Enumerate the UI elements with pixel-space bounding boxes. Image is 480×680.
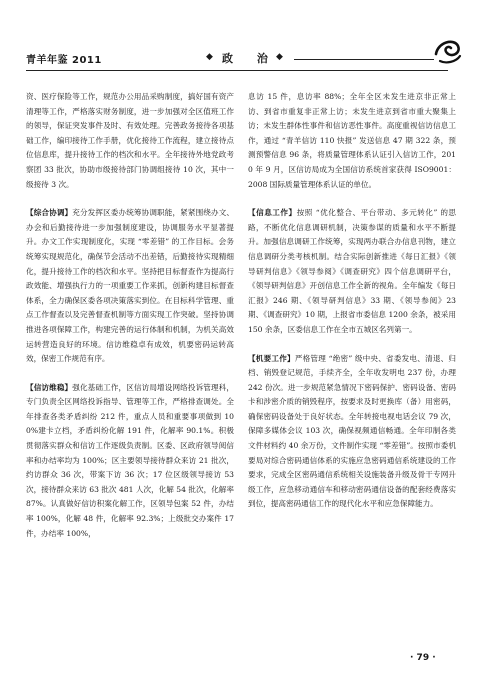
section-heading: 【信息工作】 [248,208,297,218]
yearbook-title: 青羊年鉴 2011 [26,55,102,66]
page-number: · 79 · [410,653,436,663]
swirl-logo-icon [432,34,464,66]
diamond-ornament-right: ◆ [276,52,283,62]
body-paragraph [26,90,234,192]
running-header [26,50,448,71]
paragraph-text: 资、医疗保险等工作，规范办公用品采购制度，搞好国有资产清理等工作，严格落实财务制度，进一步加强对全区值班工作的领导，保证突发事件及时、有效处理。完善政务接待各项基础工作，编印接待工作手册，优化接待工作流程，建立接待点位信息库，提升接待工作的档次和水平。全年接待外地党政考察团 33 批次，协助市级接待部门协调组接待 10 次，其中一级接待 3 次。 [26,92,234,189]
section-heading: 【信访维稳】 [26,382,73,392]
left-column [26,90,234,555]
paragraph-text: 息访 15 件，息访率 88%；全年全区未发生进京非正常上访、到省市重复非正常上访；未发生进京到省市重大聚集上访；未发生群体性事件和信访恶性事件。高度重视信访信息工作，通过 “青羊信访 110 快报” 发送信息 47 期 322 条，预测预警信息 96 条，将质量管理体系认证引入信访工作，2010 年 9 月，区信访局成为全国信访系统首家获得 ISO9001：2008 国际质量管理体系认证的单位。 [248,92,456,189]
body-paragraph [248,206,456,337]
body-paragraph [26,206,234,367]
section-heading: 【综合协调】 [26,208,73,218]
paragraph-text: 充分发挥区委办统筹协调职能，紧紧围绕办文、办会和后勤接待进一步加强制度建设，协调服务水平显著提升。办文工作实现制度化，实现 “零差错” 的工作目标。会务统筹实现规范化，确保节会活动不出差错，后勤接待实现精细化，提升接待工作的档次和水平。坚持把目标督查作为提高行政效能、增强执行力的一项重要工作来抓，创新构建目标督查体系，全力确保区委各项决策落实到位。在目标科学管理、重点工作督查以及完善督查机制等方面实现工作突破。坚持协调推进各项保障工作，构建完善的运行体制和机制，为机关高效运转营造良好的环境。信访维稳卓有成效，机要密码运转高效，保密工作规范有序。 [26,208,234,364]
section-title: 政 治 [222,52,278,65]
paragraph-text: 强化基础工作，区信访局增设网络投诉管理科，专门负责全区网络投诉指导、管理等工作，严格排查调处。全年排查各类矛盾纠纷 212 件，重点人员和重要事项做到 100%建卡立档，矛盾纠纷化解 191 件，化解率 90.1%。积极贯彻落实群众和信访工作逐级负责制。区委、区政府领导阅信率和办结率均为 100%；区主要领导接待群众来访 21 批次，约访群众 36 次，带案下访 36 次；17 位区级领导接访 53 次，接待群众来访 63 批次 481 人次，化解 54 批次，化解率 87%。认真做好信访积案化解工作，区领导包案 52 件，办结率 100%，化解 48 件，化解率 92.3%；上级批交办案件 17 件，办结率 100%， [26,382,234,538]
body-paragraph [248,352,456,513]
paragraph-text: 严格管理 “绝密” 级中央、省委发电、清退、归档、销毁登记规范，手续齐全，全年收发明电 237 份，办理 242 份次。进一步规范紧急情况下密码保护、密码设备、密码卡和涉密介质的销毁程序，按要求及时更换库（备）用密码，确保密码设备处于良好状态。全年转接电视电话会议 79 次，保障多媒体会议 103 次，确保视频通信畅通。全年印制各类文件材料约 40 余万份，文件制作实现 “零差错”。按照市委机要局对综合密码通信体系的实施应急密码通信系统建设的工作要求，完成全区密码通信系统相关设施装备升级及骨干专网升级工作，应急移动通信车和移动密码通信设备的配套经费落实到位，提高密码通信工作的现代化水平和应急保障能力。 [248,353,457,509]
paragraph-text: 按照 “优化整合、平台带动、多元转化” 的思路，不断优化信息调研机制，决策参谋的质量和水平不断提升。加强信息调研工作统筹，实现两办联合办信息刊物，建立信息调研分类考核机制。结合实际创新推进《每日汇报》《领导研判信息》《领导参阅》《调查研究》四个信息调研平台，《领导研判信息》开创信息工作全新的视角。全年编发《每日汇报》246 期、《领导研判信息》33 期、《领导参阅》23 期、《调查研究》10 期，上报省市委信息 1200 余条，被采用 150 余条，区委信息工作在全市五城区名列第一。 [248,208,457,334]
diamond-ornament-left: ◆ [206,52,213,62]
header-rule [294,59,434,60]
body-paragraph [248,90,456,192]
right-column [248,90,456,526]
section-heading: 【机要工作】 [248,353,295,363]
body-paragraph [26,381,234,542]
